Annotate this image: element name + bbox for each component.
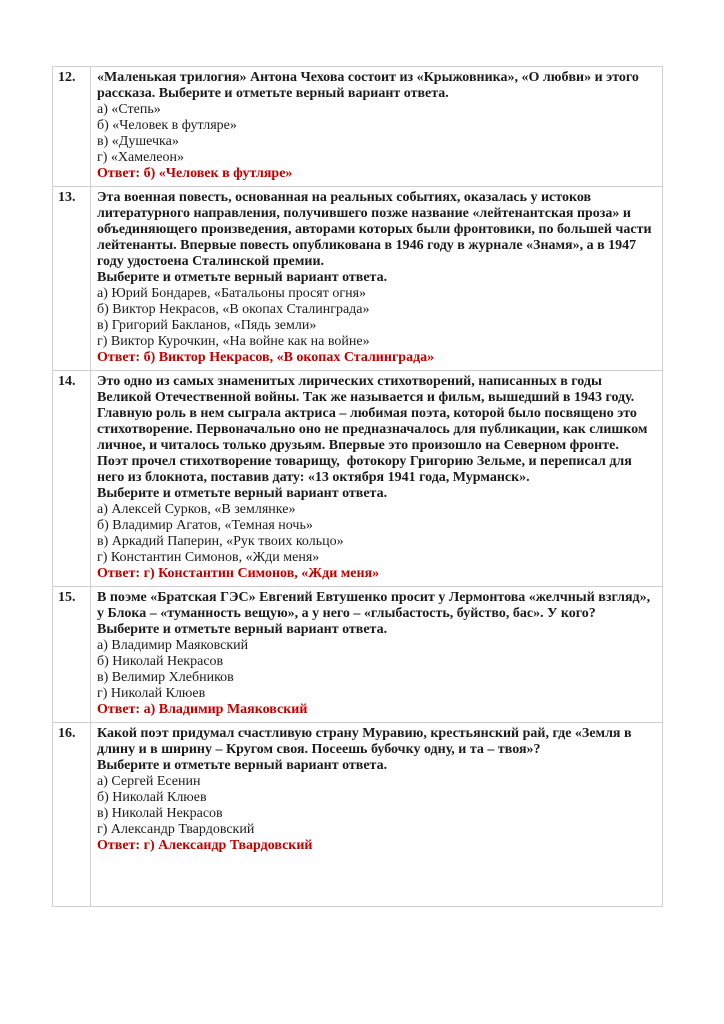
question-instruction: Выберите и отметьте верный вариант ответа. <box>97 622 388 637</box>
question-instruction: Выберите и отметьте верный вариант ответа. <box>97 270 388 285</box>
answer-option: а) «Степь» <box>97 102 161 117</box>
question-content-cell <box>91 371 663 587</box>
question-content-cell <box>91 723 663 907</box>
answer-option: г) Александр Твардовский <box>97 822 255 837</box>
quiz-body <box>53 67 668 907</box>
answer-option: г) «Хамелеон» <box>97 150 184 165</box>
question-number: 12. <box>58 70 76 85</box>
question-text: «Маленькая трилогия» Антона Чехова состоит из «Крыжовника», «О любви» и этого рассказа. Выберите и отметьте верный вариант ответа. <box>97 70 643 101</box>
answer-option: в) Григорий Бакланов, «Пядь земли» <box>97 318 317 333</box>
correct-answer: Ответ: г) Константин Симонов, «Жди меня» <box>97 566 380 581</box>
question-row <box>53 723 663 907</box>
question-text: Это одно из самых знаменитых лирических стихотворений, написанных в годы Великой Отечественной войны. Так же называется и фильм, вышедший в 1943 году. Главную роль в нем сыграла актриса – любимая поэта, которой было посвящено это стихотворение. Первоначально оно не предназначалось для публикации, как слишком личное, и читалось только друзьям. Впервые это произошло на Северном фронте. Поэт прочел стихотворение товарищу, фотокору Григорию Зельме, и переписал для него из блокнота, поставив дату: «13 октября 1941 года, Мурманск». <box>97 374 651 485</box>
quiz-table <box>52 66 668 907</box>
question-number: 14. <box>58 374 76 389</box>
answer-option: а) Юрий Бондарев, «Батальоны просят огня» <box>97 286 367 301</box>
answer-option: г) Виктор Курочкин, «На войне как на войне» <box>97 334 370 349</box>
question-text: Какой поэт придумал счастливую страну Муравию, крестьянский рай, где «Земля в длину и в ширину – Кругом своя. Посеешь бубочку одну, и та – твоя»? <box>97 726 636 757</box>
answer-option: б) «Человек в футляре» <box>97 118 237 133</box>
answer-option: б) Владимир Агатов, «Темная ночь» <box>97 518 313 533</box>
question-number-cell <box>53 587 91 723</box>
correct-answer: Ответ: б) Виктор Некрасов, «В окопах Сталинграда» <box>97 350 435 365</box>
question-number: 13. <box>58 190 76 205</box>
answer-option: г) Николай Клюев <box>97 686 206 701</box>
answer-option: а) Алексей Сурков, «В землянке» <box>97 502 296 517</box>
question-content-cell <box>91 587 668 723</box>
question-row <box>53 587 663 723</box>
question-number-cell <box>53 187 91 371</box>
correct-answer: Ответ: а) Владимир Маяковский <box>97 702 308 717</box>
answer-option: в) Велимир Хлебников <box>97 670 234 685</box>
question-content-cell <box>91 187 663 371</box>
question-instruction: Выберите и отметьте верный вариант ответа. <box>97 486 388 501</box>
answer-option: а) Сергей Есенин <box>97 774 201 789</box>
question-text: В поэме «Братская ГЭС» Евгений Евтушенко просит у Лермонтова «желчный взгляд», у Блока – «туманность вещую», а у него – «глыбастость, буйство, бас». У кого? <box>97 590 668 621</box>
answer-option: б) Николай Клюев <box>97 790 207 805</box>
question-number-cell <box>53 723 91 907</box>
answer-option: в) «Душечка» <box>97 134 179 149</box>
correct-answer: Ответ: б) «Человек в футляре» <box>97 166 293 181</box>
question-number-cell <box>53 67 91 187</box>
question-number-cell <box>53 371 91 587</box>
answer-option: б) Николай Некрасов <box>97 654 224 669</box>
question-number: 15. <box>58 590 76 605</box>
question-number: 16. <box>58 726 76 741</box>
question-row <box>53 67 663 187</box>
question-row <box>53 371 663 587</box>
question-content-cell <box>91 67 663 187</box>
answer-option: в) Николай Некрасов <box>97 806 223 821</box>
question-row <box>53 187 663 371</box>
question-text: Эта военная повесть, основанная на реальных событиях, оказалась у истоков литературного направления, получившего позже название «лейтенантская проза» и объединяющего произведения, авторами которых были фронтовики, по большей части лейтенанты. Впервые повесть опубликована в 1946 году в журнале «Знамя», а в 1947 году удостоена Сталинской премии. <box>97 190 656 269</box>
correct-answer: Ответ: г) Александр Твардовский <box>97 838 313 853</box>
question-instruction: Выберите и отметьте верный вариант ответа. <box>97 758 388 773</box>
answer-option: б) Виктор Некрасов, «В окопах Сталинграда» <box>97 302 370 317</box>
answer-option: а) Владимир Маяковский <box>97 638 249 653</box>
answer-option: г) Константин Симонов, «Жди меня» <box>97 550 320 565</box>
answer-option: в) Аркадий Паперин, «Рук твоих кольцо» <box>97 534 344 549</box>
